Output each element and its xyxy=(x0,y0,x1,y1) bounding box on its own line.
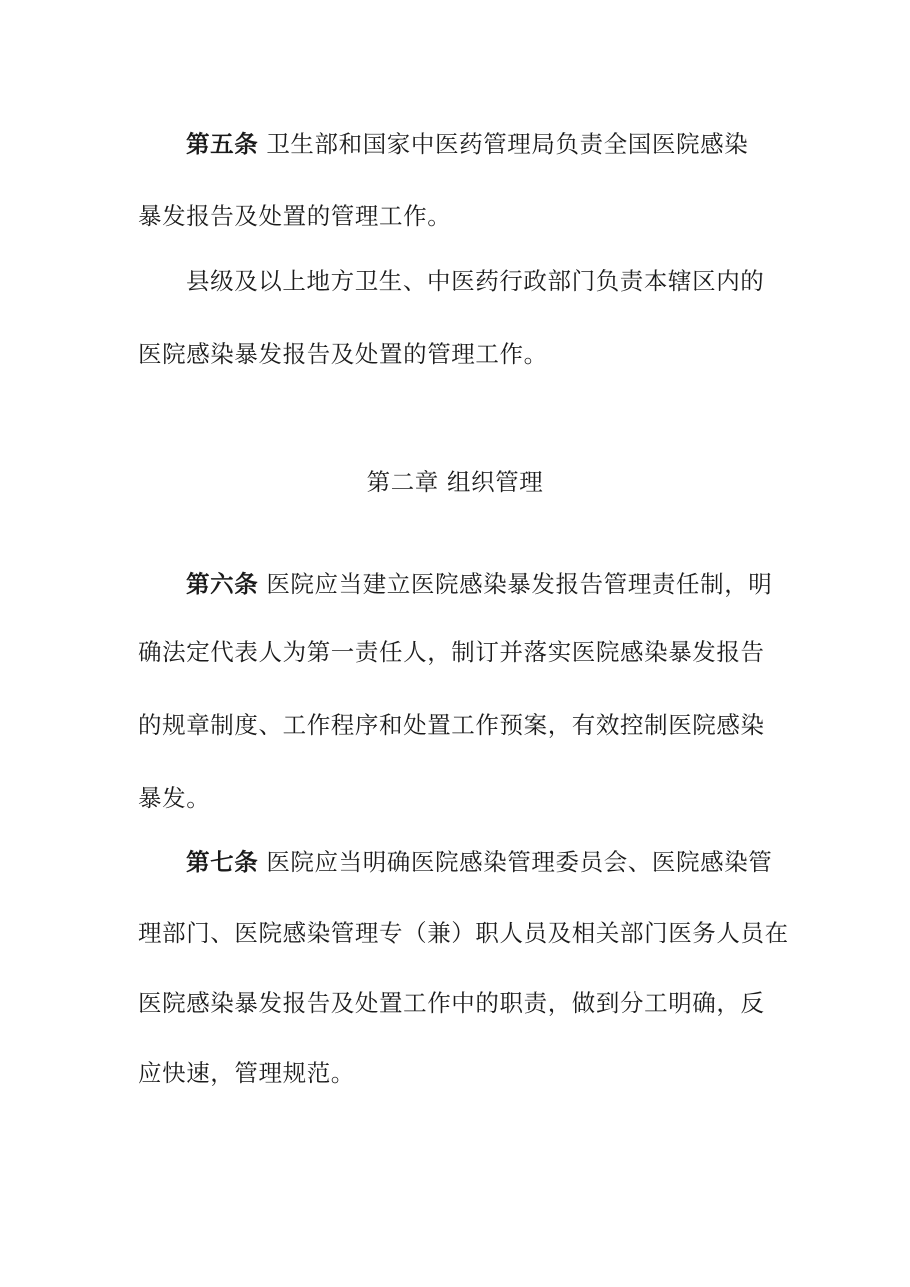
article-7-text-1: 医院应当明确医院感染管理委员会、医院感染管 xyxy=(266,848,773,876)
article-7-line-1 xyxy=(186,846,772,878)
article-6-line-4: 暴发。 xyxy=(138,784,211,812)
article-6-line-3: 的规章制度、工作程序和处置工作预案，有效控制医院感染 xyxy=(138,711,765,739)
article-5-label: 第五条 xyxy=(186,130,259,158)
article-6-line-1 xyxy=(186,568,772,600)
article-7-line-4: 应快速，管理规范。 xyxy=(138,1059,355,1087)
article-7-label: 第七条 xyxy=(186,848,259,876)
article-7-line-3: 医院感染暴发报告及处置工作中的职责，做到分工明确，反 xyxy=(138,989,765,1017)
article-5-line-2: 暴发报告及处置的管理工作。 xyxy=(138,202,452,230)
article-7-line-2: 理部门、医院感染管理专（兼）职人员及相关部门医务人员在 xyxy=(138,919,789,947)
article-6-line-2: 确法定代表人为第一责任人，制订并落实医院感染暴发报告 xyxy=(138,638,765,666)
local-paragraph-line-2: 医院感染暴发报告及处置的管理工作。 xyxy=(138,340,548,368)
article-6-label: 第六条 xyxy=(186,570,259,598)
local-paragraph-line-1: 县级及以上地方卫生、中医药行政部门负责本辖区内的 xyxy=(186,267,765,295)
chapter-title: 第二章 组织管理 xyxy=(366,468,544,496)
article-5-text-1: 卫生部和国家中医药管理局负责全国医院感染 xyxy=(266,130,749,158)
article-6-text-1: 医院应当建立医院感染暴发报告管理责任制，明 xyxy=(266,570,773,598)
article-5-line-1 xyxy=(186,128,748,160)
